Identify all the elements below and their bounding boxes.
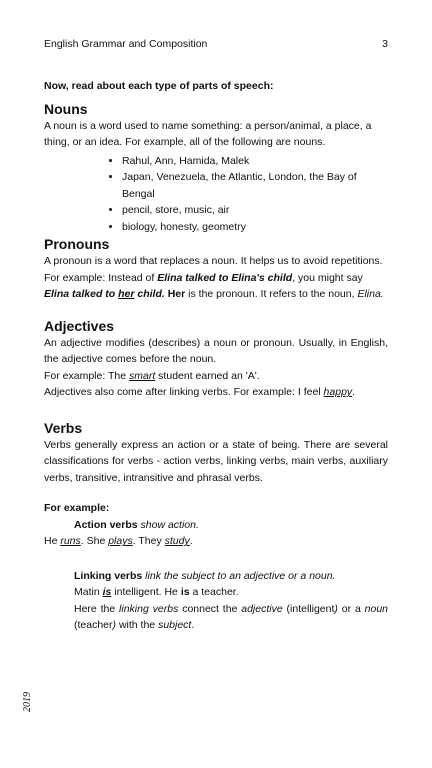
text-run: Her — [164, 288, 186, 301]
action-verbs-def — [44, 517, 388, 534]
text-run: is the pronoun. It refers to the noun, — [185, 288, 358, 301]
heading-pronouns: Pronouns — [44, 236, 110, 253]
text-run: . — [189, 535, 193, 548]
text-run: Matin — [74, 586, 103, 599]
for-example-label: For example: — [44, 502, 110, 515]
text-run: child. — [134, 288, 165, 301]
text-run: . They — [132, 535, 165, 548]
spacer — [44, 303, 388, 317]
text-run: show action. — [137, 518, 199, 531]
text-run: is — [180, 586, 190, 599]
text-run: or a — [337, 602, 365, 615]
text-run: Elina. — [357, 288, 384, 301]
text-run: connect the — [178, 602, 242, 615]
heading-nouns: Nouns — [44, 100, 88, 117]
text-run: For example: The — [44, 369, 130, 382]
adjectives-example — [44, 368, 388, 385]
text-run: Linking verbs — [74, 569, 143, 582]
adjectives-text: An adjective modifies (describes) a noun or pronoun. Usually, in English, the adjective comes before the noun. — [44, 336, 388, 366]
linking-verbs-example — [74, 584, 388, 601]
text-run: student earned an 'A'. — [155, 369, 260, 382]
list-item: • Japan, Venezuela, the Atlantic, London, the Bay of Bengal — [122, 169, 388, 202]
action-verbs-example — [44, 533, 388, 550]
pronouns-text: A pronoun is a word that replaces a noun. It helps us to avoid repetitions. — [44, 255, 383, 268]
text-run: . — [352, 386, 356, 399]
nouns-list — [44, 153, 388, 236]
text-run: Adjectives also come after linking verbs. For example: I feel — [44, 386, 324, 399]
text-run: adjective — [241, 602, 283, 615]
heading-verbs: Verbs — [44, 419, 83, 436]
linking-verbs-block — [44, 568, 388, 634]
page-number: 3 — [382, 38, 388, 50]
text-run: (teacher — [74, 619, 113, 632]
text-run: Elina talked to — [44, 288, 119, 301]
text-run: linking verbs — [119, 602, 179, 615]
text-run: with the — [116, 619, 159, 632]
spacer — [44, 401, 388, 419]
text-run: Here the — [74, 602, 120, 615]
page-header — [44, 38, 388, 50]
text-run: subject — [158, 619, 192, 632]
text-run: study — [164, 535, 190, 548]
text-run: a teacher. — [189, 586, 239, 599]
nouns-text: A noun is a word used to name something: a person/animal, a place, a thing, or an idea. For example, all of the following are nouns. — [44, 119, 372, 148]
text-run: plays — [108, 535, 133, 548]
text-run: noun — [364, 602, 388, 615]
text-run: Action verbs — [74, 518, 138, 531]
adjectives-linking — [44, 384, 388, 401]
text-run: intelligent. He — [111, 586, 181, 599]
list-item: • biology, honesty, geometry — [122, 219, 388, 236]
text-run: . She — [80, 535, 109, 548]
text-run: . — [191, 619, 195, 632]
text-run: happy — [323, 386, 353, 399]
running-title: English Grammar and Composition — [44, 38, 208, 50]
verbs-text: Verbs generally express an action or a state of being. There are several classifications for verbs - action verbs, linking verbs, main verbs, auxiliary verbs, transitive, intransitive and phrasal verbs. — [44, 438, 388, 484]
text-run: , you might say — [292, 271, 363, 284]
spacer — [44, 550, 388, 568]
pronouns-example — [44, 270, 388, 303]
text-run: her — [118, 288, 135, 301]
heading-adjectives: Adjectives — [44, 317, 115, 334]
text-run: link the subject to an adjective or a noun. — [142, 569, 336, 582]
spacer — [44, 486, 388, 500]
text-run: (intelligent — [282, 602, 335, 615]
text-run: Elina talked to Elina's child — [157, 271, 293, 284]
text-run: ) — [112, 619, 117, 632]
text-run: ) — [334, 602, 338, 615]
list-item: • Rahul, Ann, Hamida, Malek — [122, 153, 388, 170]
margin-year: 2019 — [22, 692, 33, 712]
page-body — [44, 78, 388, 634]
list-item: • pencil, store, music, air — [122, 202, 388, 219]
intro-text: Now, read about each type of parts of speech: — [44, 80, 274, 92]
text-run: He — [44, 535, 61, 548]
linking-verbs-explanation — [74, 601, 388, 634]
text-run: is — [102, 586, 112, 599]
text-run: For example: Instead of — [44, 271, 158, 284]
text-run: runs — [60, 535, 81, 548]
text-run: smart — [129, 369, 156, 382]
linking-verbs-def — [74, 568, 388, 585]
